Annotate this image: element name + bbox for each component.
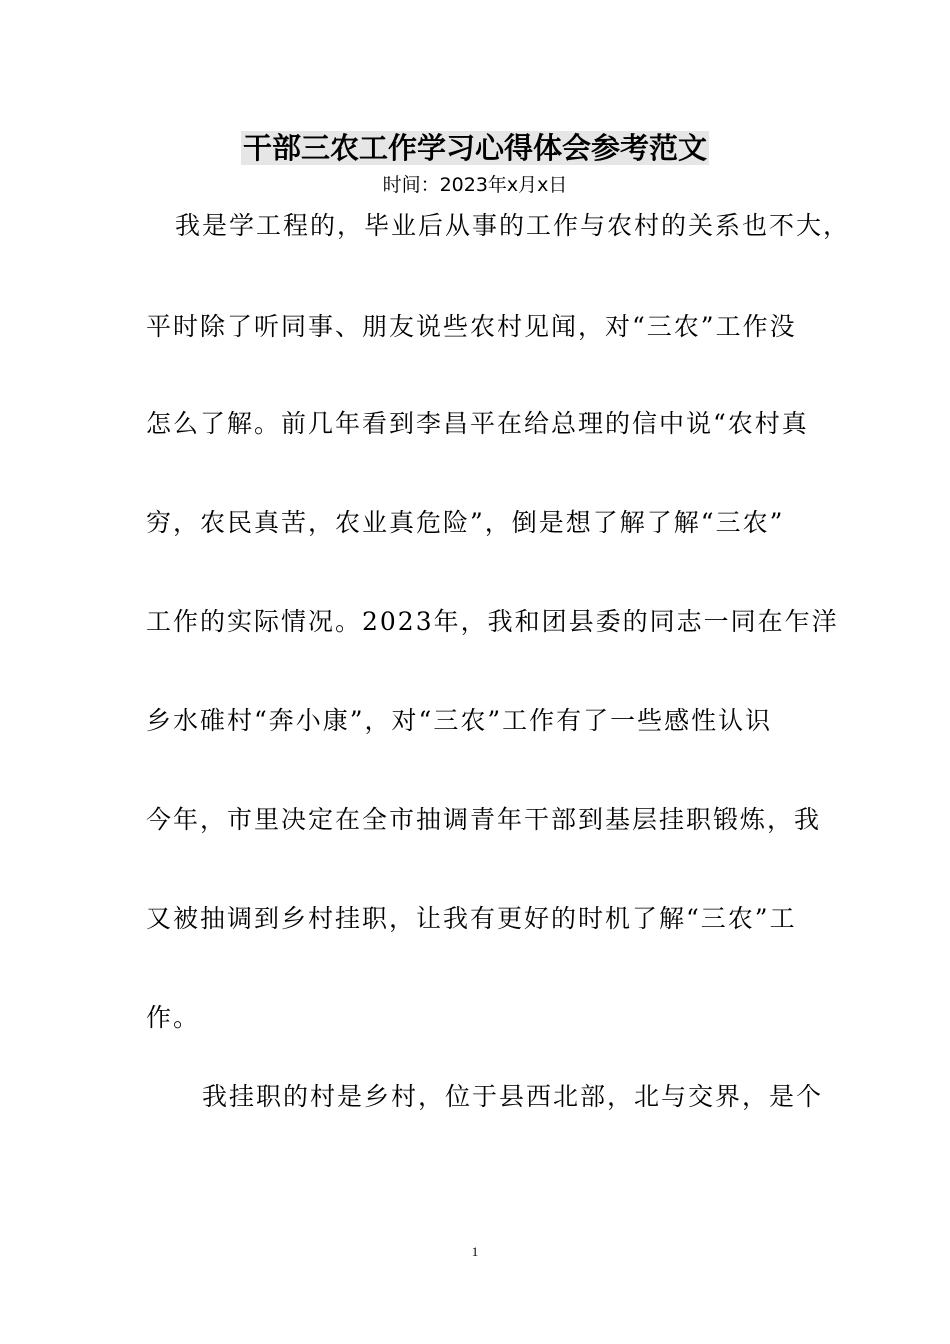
page-number: 1 bbox=[471, 1244, 479, 1259]
body-line-9: 作。 bbox=[146, 1003, 201, 1032]
body-line-7: 今年，市里决定在全市抽调青年干部到基层挂职锻炼，我 bbox=[146, 805, 822, 834]
body-line-4: 穷，农民真苦，农业真危险”，倒是想了解了解“三农” bbox=[146, 508, 785, 537]
document-title bbox=[0, 128, 950, 168]
document-date: 时间：2023年x月x日 bbox=[382, 174, 568, 196]
body-line-8: 又被抽调到乡村挂职，让我有更好的时机了解“三农”工 bbox=[146, 904, 797, 933]
document-title-text: 干部三农工作学习心得体会参考范文 bbox=[242, 131, 707, 165]
body-line-6: 乡水碓村“奔小康”，对“三农”工作有了一些感性认识 bbox=[146, 706, 773, 735]
body-line-3: 怎么了解。前几年看到李昌平在给总理的信中说“农村真 bbox=[146, 409, 809, 438]
body-line-10: 我挂职的村是乡村，位于县西北部，北与交界，是个 bbox=[202, 1082, 824, 1111]
body-line-2: 平时除了听同事、朋友说些农村见闻，对“三农”工作没 bbox=[146, 312, 797, 341]
body-line-5: 工作的实际情况。2023年，我和团县委的同志一同在乍洋 bbox=[146, 607, 839, 636]
body-line-1: 我是学工程的，毕业后从事的工作与农村的关系也不大， bbox=[175, 211, 851, 240]
